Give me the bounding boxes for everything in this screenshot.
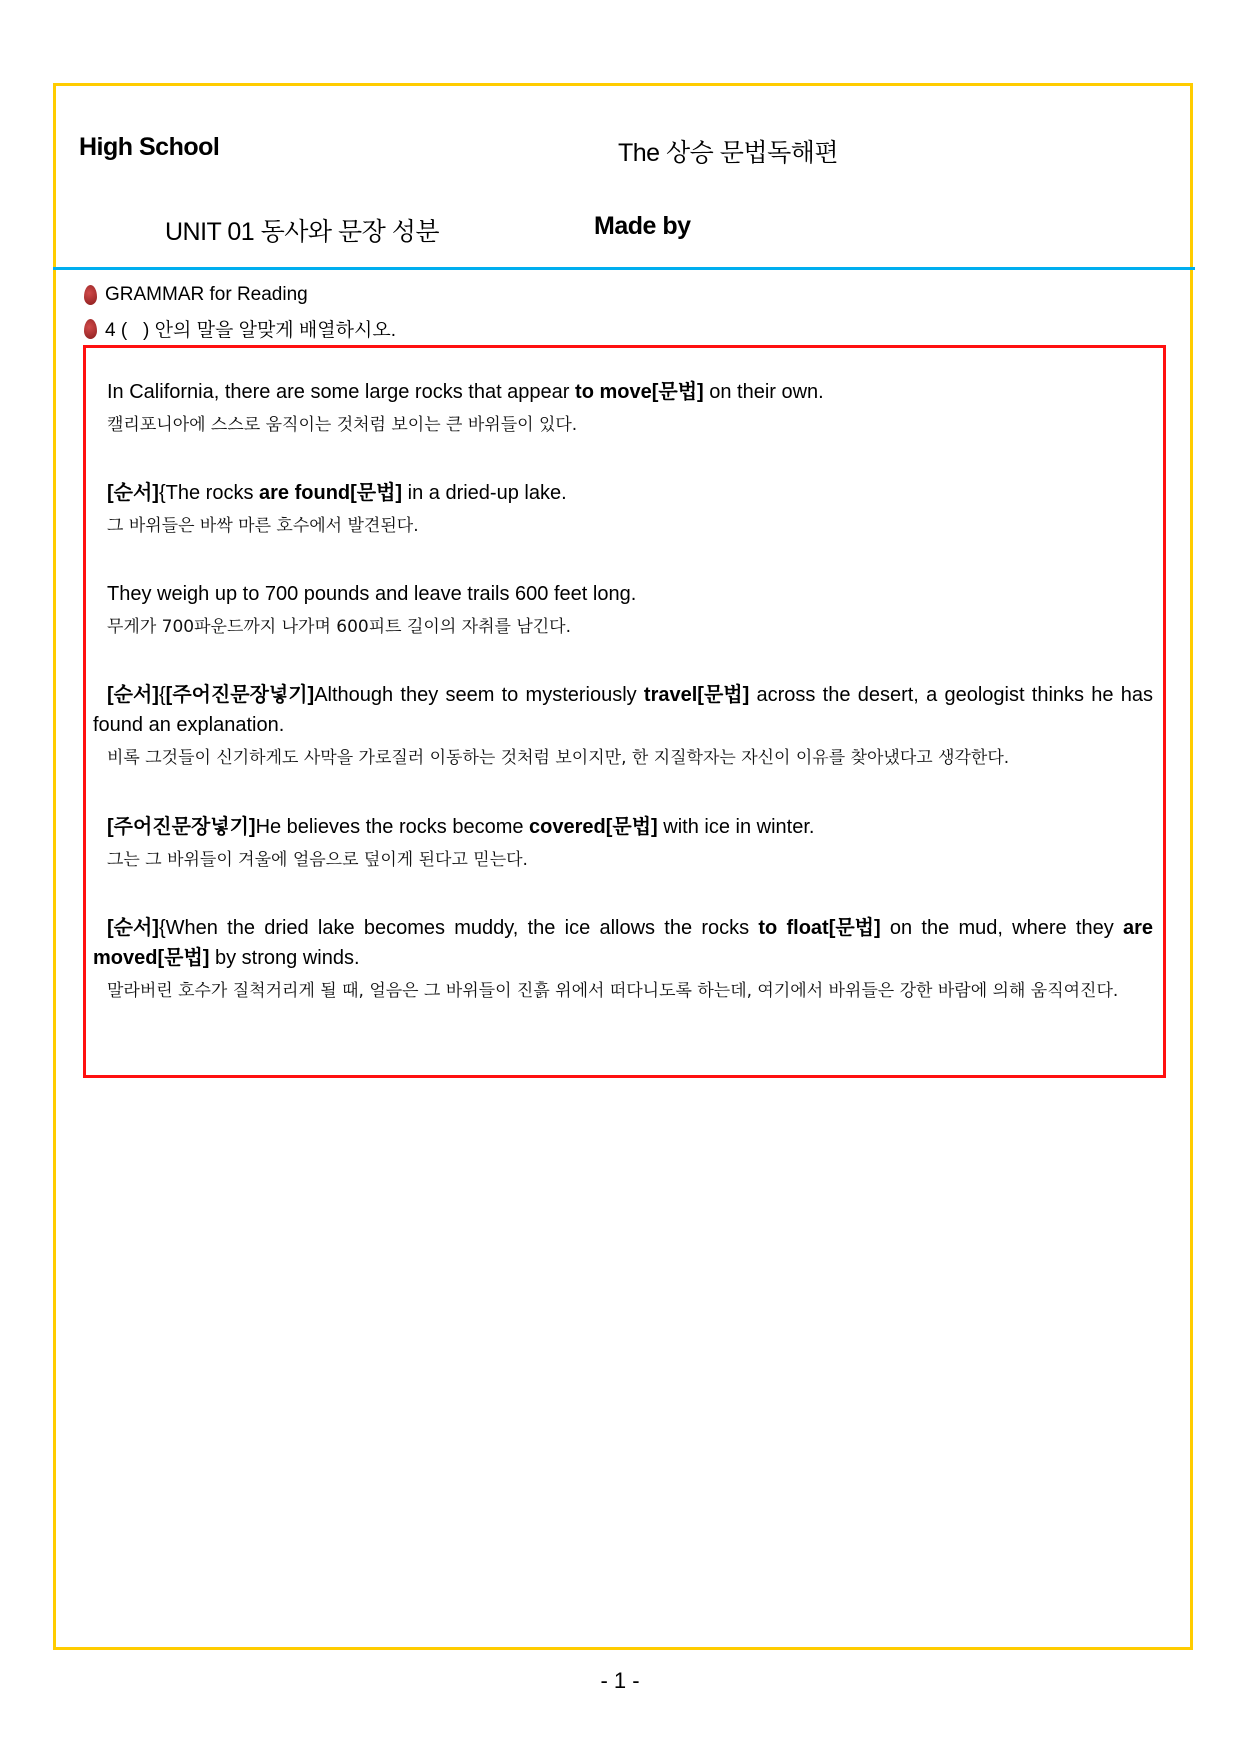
section-heading-text: GRAMMAR for Reading xyxy=(105,284,308,305)
book-title: The 상승 문법독해편 xyxy=(618,139,839,167)
instruction-text: 4 ( ) 안의 말을 알맞게 배열하시오. xyxy=(105,320,396,341)
sentence-text: Although they seem to mysteriously xyxy=(314,684,644,706)
grammar-mark: to float[문법] xyxy=(758,917,881,939)
passage-paragraph xyxy=(93,812,1153,875)
sentence-text: They weigh up to 700 pounds and leave trails 600 feet long. xyxy=(107,583,637,605)
english-sentence xyxy=(93,478,1153,508)
grammar-mark: [순서] xyxy=(107,917,159,939)
school-level: High School xyxy=(79,133,220,161)
instruction xyxy=(84,315,396,342)
unit-title: UNIT 01 동사와 문장 성분 xyxy=(165,218,440,246)
made-by-label: Made by xyxy=(594,212,691,240)
sentence-text: {When the dried lake becomes muddy, the ice allows the rocks xyxy=(158,917,759,939)
passage-paragraph xyxy=(93,579,1153,642)
korean-translation: 캘리포니아에 스스로 움직이는 것처럼 보이는 큰 바위들이 있다. xyxy=(107,415,578,435)
grammar-mark: [순서] xyxy=(107,482,159,504)
korean-translation: 그 바위들은 바싹 마른 호수에서 발견된다. xyxy=(107,516,419,536)
sentence-text: across the desert, a geologist thinks he has found an explanation. xyxy=(93,684,1153,736)
passage-paragraph xyxy=(93,377,1153,440)
header-divider xyxy=(53,267,1195,270)
grammar-mark: are found[문법] xyxy=(259,482,403,504)
section-heading xyxy=(84,284,308,306)
leaf-bullet-icon xyxy=(84,285,97,305)
english-sentence xyxy=(93,680,1153,740)
grammar-mark: to move[문법] xyxy=(575,381,704,403)
grammar-mark: covered[문법] xyxy=(529,816,658,838)
english-sentence xyxy=(93,377,1153,407)
grammar-mark: travel[문법] xyxy=(643,684,750,706)
sentence-text: {The rocks xyxy=(158,482,260,504)
sentence-text: by strong winds. xyxy=(209,947,360,969)
leaf-bullet-icon xyxy=(84,319,97,339)
passage-paragraph xyxy=(93,913,1153,1006)
passage-paragraph xyxy=(93,680,1153,773)
korean-translation: 무게가 700파운드까지 나가며 600피트 길이의 자취를 남긴다. xyxy=(107,617,572,637)
english-sentence xyxy=(93,812,1153,842)
english-sentence xyxy=(93,913,1153,973)
grammar-mark: [주어진문장넣기] xyxy=(165,684,315,706)
grammar-mark: are moved[문법] xyxy=(93,917,1153,969)
sentence-text: He believes the rocks become xyxy=(255,816,530,838)
sentence-text: on the mud, where they xyxy=(880,917,1123,939)
english-sentence xyxy=(93,579,1153,609)
sentence-text: in a dried-up lake. xyxy=(402,482,567,504)
sentence-text: on their own. xyxy=(703,381,824,403)
korean-translation: 그는 그 바위들이 겨울에 얼음으로 덮이게 된다고 믿는다. xyxy=(107,850,528,870)
korean-translation: 비록 그것들이 신기하게도 사막을 가로질러 이동하는 것처럼 보이지만, 한 지질학자는 자신이 이유를 찾아냈다고 생각한다. xyxy=(107,748,1010,768)
passage-paragraph xyxy=(93,478,1153,541)
sentence-text: In California, there are some large rocks that appear xyxy=(107,381,576,403)
grammar-mark: [주어진문장넣기] xyxy=(107,816,256,838)
page-number: - 1 - xyxy=(600,1668,640,1693)
korean-translation: 말라버린 호수가 질척거리게 될 때, 얼음은 그 바위들이 진흙 위에서 떠다니도록 하는데, 여기에서 바위들은 강한 바람에 의해 움직여진다. xyxy=(107,981,1119,1001)
sentence-text: with ice in winter. xyxy=(657,816,815,838)
grammar-mark: [순서] xyxy=(107,684,159,706)
sentence-text: { xyxy=(158,684,166,706)
